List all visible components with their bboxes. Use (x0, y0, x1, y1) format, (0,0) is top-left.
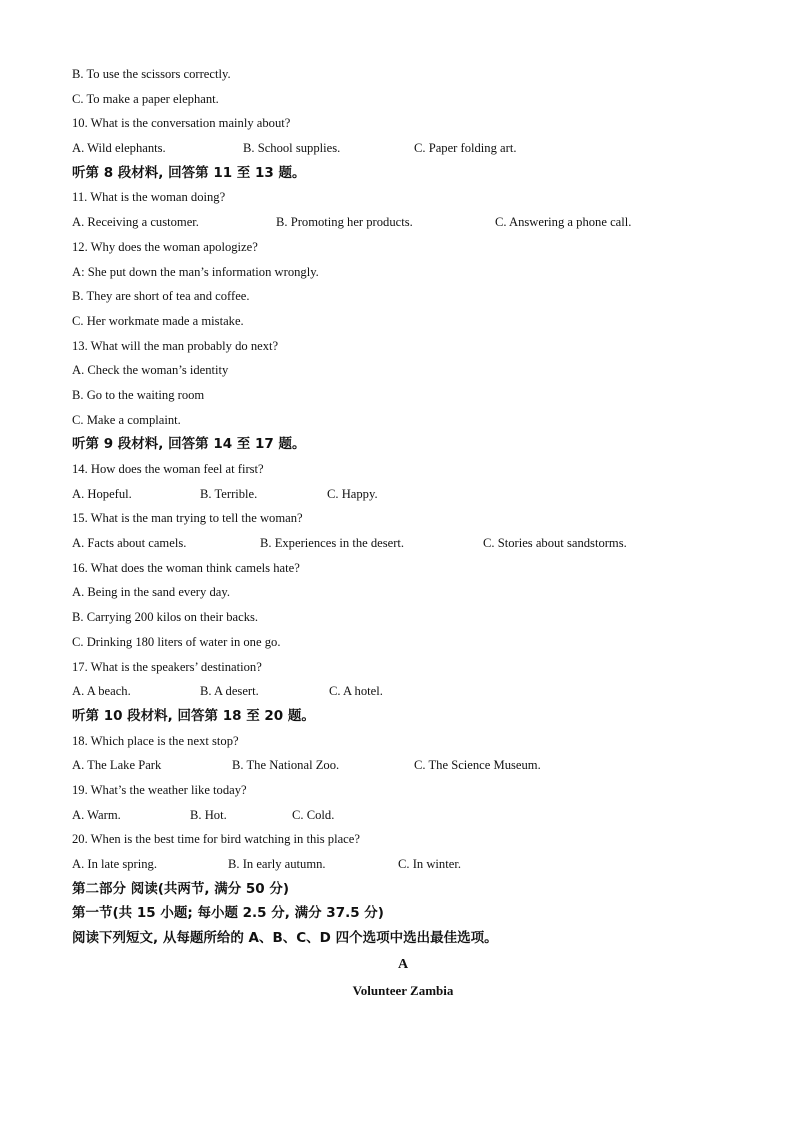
part-2-heading: 第二部分 阅读(共两节, 满分 50 分) (72, 880, 290, 897)
q16-option-c: C. Drinking 180 liters of water in one go. (72, 634, 281, 649)
q17-stem: 17. What is the speakers’ destination? (72, 659, 262, 674)
q15-options (72, 531, 734, 556)
q16-option-b: B. Carrying 200 kilos on their backs. (72, 610, 259, 625)
q15-stem: 15. What is the man trying to tell the woman? (72, 511, 303, 526)
q13-option-a: A. Check the woman’s identity (72, 363, 229, 378)
q13-stem: 13. What will the man probably do next? (72, 338, 279, 353)
section-8-heading: 听第 8 段材料, 回答第 11 至 13 题。 (72, 164, 306, 181)
q18-options (72, 753, 734, 778)
q17-option-a: A. A beach. (72, 684, 131, 699)
q11-option-a: A. Receiving a customer. (72, 215, 199, 230)
q18-option-c: C. The Science Museum. (414, 758, 541, 773)
q11-option-c: C. Answering a phone call. (495, 215, 632, 230)
section-9-heading: 听第 9 段材料, 回答第 14 至 17 题。 (72, 436, 306, 453)
q12-option-b: B. They are short of tea and coffee. (72, 289, 250, 304)
passage-letter: A (397, 956, 409, 972)
q17-option-c: C. A hotel. (329, 684, 383, 699)
q19-stem: 19. What’s the weather like today? (72, 782, 247, 797)
q18-option-a: A. The Lake Park (72, 758, 162, 773)
q13-option-b: B. Go to the waiting room (72, 387, 205, 402)
q11-option-b: B. Promoting her products. (276, 215, 413, 230)
q11-options (72, 210, 734, 235)
q14-options (72, 482, 734, 507)
q11-stem: 11. What is the woman doing? (72, 190, 226, 205)
q20-stem: 20. When is the best time for bird watching in this place? (72, 832, 360, 847)
q17-options (72, 679, 734, 704)
reading-instruction: 阅读下列短文, 从每题所给的 A、B、C、D 四个选项中选出最佳选项。 (72, 930, 498, 947)
q10-options (72, 136, 734, 161)
q10-option-a: A. Wild elephants. (72, 141, 166, 156)
q13-option-c: C. Make a complaint. (72, 412, 181, 427)
q16-stem: 16. What does the woman think camels hate? (72, 560, 300, 575)
q20-option-b: B. In early autumn. (228, 857, 326, 871)
q15-option-b: B. Experiences in the desert. (260, 536, 405, 551)
q19-option-b: B. Hot. (190, 807, 227, 822)
q10-stem: 10. What is the conversation mainly about? (72, 116, 291, 131)
q20-option-a: A. In late spring. (72, 857, 157, 871)
q10-option-c: C. Paper folding art. (414, 141, 517, 156)
q9-option-b: B. To use the scissors correctly. (72, 67, 231, 81)
q12-stem: 12. Why does the woman apologize? (72, 239, 258, 254)
q14-option-b: B. Terrible. (200, 486, 258, 501)
q14-option-a: A. Hopeful. (72, 486, 132, 501)
q16-option-a: A. Being in the sand every day. (72, 585, 230, 600)
q17-option-b: B. A desert. (200, 684, 259, 699)
section-10-heading: 听第 10 段材料, 回答第 18 至 20 题。 (72, 707, 315, 724)
q15-option-a: A. Facts about camels. (72, 536, 187, 551)
q20-options (72, 852, 734, 877)
q20-option-c: C. In winter. (398, 857, 461, 871)
q14-option-c: C. Happy. (327, 486, 378, 501)
passage-title: Volunteer Zambia (352, 983, 454, 999)
section-1-heading: 第一节(共 15 小题; 每小题 2.5 分, 满分 37.5 分) (72, 905, 384, 922)
q12-option-a: A: She put down the man’s information wrongly. (72, 264, 319, 279)
q10-option-b: B. School supplies. (243, 141, 341, 156)
q19-option-a: A. Warm. (72, 807, 121, 822)
q19-options (72, 803, 734, 828)
q9-option-c: C. To make a paper elephant. (72, 91, 219, 106)
q19-option-c: C. Cold. (292, 807, 335, 822)
q15-option-c: C. Stories about sandstorms. (483, 536, 627, 551)
q12-option-c: C. Her workmate made a mistake. (72, 313, 244, 328)
q18-option-b: B. The National Zoo. (232, 758, 340, 773)
q18-stem: 18. Which place is the next stop? (72, 733, 239, 748)
q14-stem: 14. How does the woman feel at first? (72, 462, 264, 476)
